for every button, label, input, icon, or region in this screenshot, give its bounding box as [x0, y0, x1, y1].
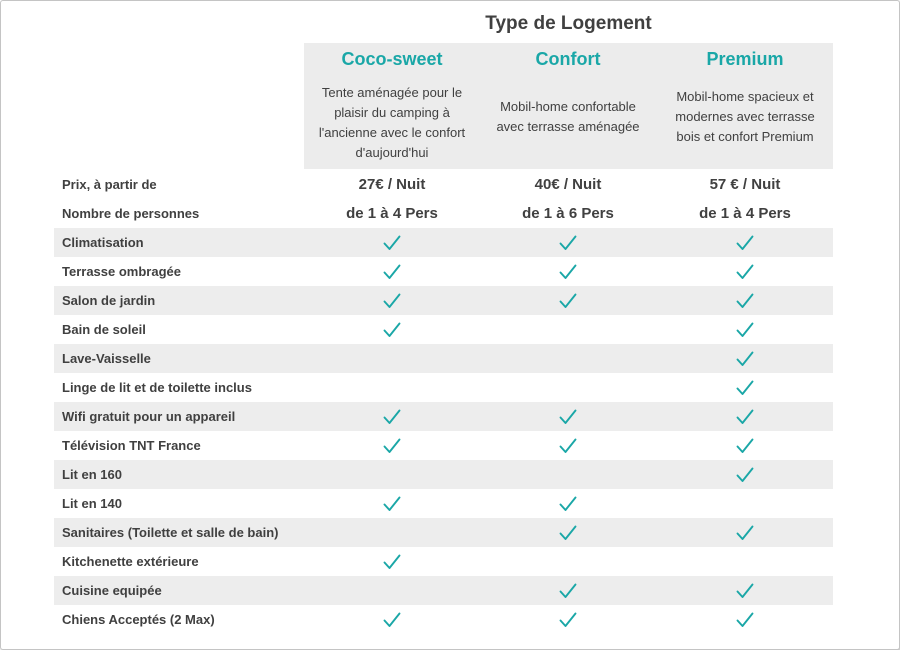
check-icon	[383, 435, 401, 451]
check-cell	[657, 518, 833, 547]
row-label: Wifi gratuit pour un appareil	[62, 409, 236, 424]
check-cell	[480, 547, 656, 576]
check-icon	[736, 290, 754, 306]
check-icon	[383, 406, 401, 422]
check-icon	[383, 609, 401, 625]
plan-name: Confort	[535, 49, 601, 69]
check-cell	[657, 315, 833, 344]
check-cell	[304, 489, 480, 518]
check-icon	[736, 464, 754, 480]
check-icon	[559, 261, 577, 277]
check-cell	[304, 402, 480, 431]
plan-description: Tente aménagée pour le plaisir du camping à l'ancienne avec le confort d'aujourd'hui	[318, 85, 466, 160]
check-cell	[657, 257, 833, 286]
check-icon	[736, 522, 754, 538]
check-cell	[480, 257, 656, 286]
check-cell	[480, 489, 656, 518]
check-cell	[480, 518, 656, 547]
plan-header-coco-sweet	[304, 43, 480, 169]
check-icon	[559, 609, 577, 625]
check-cell	[480, 460, 656, 489]
value-cell	[657, 170, 833, 199]
row-label: Kitchenette extérieure	[62, 554, 199, 569]
check-icon	[559, 522, 577, 538]
value-cell	[480, 170, 656, 199]
check-icon	[736, 406, 754, 422]
table-row	[54, 228, 833, 257]
feature-rows	[54, 170, 833, 634]
table-row	[54, 547, 833, 576]
check-cell	[480, 402, 656, 431]
cell-value: 57 € / Nuit	[709, 176, 781, 193]
check-cell	[657, 344, 833, 373]
row-label: Climatisation	[62, 235, 144, 250]
table-row	[54, 489, 833, 518]
check-cell	[657, 489, 833, 518]
check-icon	[736, 580, 754, 596]
check-cell	[657, 431, 833, 460]
check-cell	[657, 286, 833, 315]
check-cell	[657, 402, 833, 431]
check-cell	[657, 228, 833, 257]
plans-header	[304, 43, 833, 169]
table-row	[54, 373, 833, 402]
table-row	[54, 170, 833, 199]
check-cell	[480, 286, 656, 315]
value-cell	[480, 199, 656, 228]
row-label: Nombre de personnes	[62, 206, 200, 221]
table-row	[54, 460, 833, 489]
table-row	[54, 605, 833, 634]
table-row	[54, 402, 833, 431]
check-icon	[383, 551, 401, 567]
check-icon	[559, 232, 577, 248]
check-icon	[559, 406, 577, 422]
check-cell	[657, 373, 833, 402]
check-icon	[736, 261, 754, 277]
check-cell	[304, 257, 480, 286]
row-label: Télévision TNT France	[62, 438, 201, 453]
cell-value: de 1 à 4 Pers	[346, 205, 438, 222]
row-label: Lave-Vaisselle	[62, 351, 151, 366]
check-icon	[559, 435, 577, 451]
check-icon	[736, 609, 754, 625]
check-cell	[304, 315, 480, 344]
value-cell	[304, 170, 480, 199]
check-cell	[304, 373, 480, 402]
row-label: Chiens Acceptés (2 Max)	[62, 612, 215, 627]
value-cell	[657, 199, 833, 228]
check-cell	[657, 460, 833, 489]
row-label: Linge de lit et de toilette inclus	[62, 380, 252, 395]
check-cell	[480, 315, 656, 344]
check-cell	[304, 228, 480, 257]
check-cell	[480, 431, 656, 460]
cell-value: 27€ / Nuit	[358, 176, 426, 193]
check-cell	[304, 460, 480, 489]
check-icon	[559, 493, 577, 509]
table-row	[54, 286, 833, 315]
check-icon	[383, 232, 401, 248]
check-cell	[304, 286, 480, 315]
check-icon	[736, 348, 754, 364]
check-icon	[736, 232, 754, 248]
check-cell	[657, 605, 833, 634]
plan-header-premium	[657, 43, 833, 169]
table-row	[54, 315, 833, 344]
table-row	[54, 576, 833, 605]
table-row	[54, 344, 833, 373]
check-icon	[383, 493, 401, 509]
row-label: Bain de soleil	[62, 322, 146, 337]
check-cell	[304, 605, 480, 634]
check-icon	[383, 290, 401, 306]
check-cell	[480, 373, 656, 402]
check-cell	[480, 605, 656, 634]
row-label: Prix, à partir de	[62, 177, 157, 192]
row-label: Terrasse ombragée	[62, 264, 181, 279]
table-row	[54, 431, 833, 460]
check-icon	[736, 319, 754, 335]
check-cell	[480, 344, 656, 373]
table-row	[54, 518, 833, 547]
table-row	[54, 199, 833, 228]
check-icon	[559, 290, 577, 306]
cell-value: de 1 à 4 Pers	[699, 205, 791, 222]
plan-header-confort	[480, 43, 656, 169]
value-cell	[304, 199, 480, 228]
check-icon	[736, 377, 754, 393]
plan-name: Coco-sweet	[341, 49, 443, 69]
check-icon	[559, 580, 577, 596]
check-cell	[657, 547, 833, 576]
table-row	[54, 257, 833, 286]
check-cell	[304, 547, 480, 576]
row-label: Sanitaires (Toilette et salle de bain)	[62, 525, 279, 540]
row-label: Salon de jardin	[62, 293, 156, 308]
check-cell	[480, 228, 656, 257]
cell-value: 40€ / Nuit	[534, 176, 602, 193]
check-cell	[304, 518, 480, 547]
cell-value: de 1 à 6 Pers	[522, 205, 614, 222]
plan-description: Mobil-home confortable avec terrasse aménagée	[496, 99, 640, 134]
plan-description: Mobil-home spacieux et modernes avec terrasse bois et confort Premium	[675, 89, 815, 144]
check-cell	[657, 576, 833, 605]
row-label: Lit en 160	[62, 467, 122, 482]
check-cell	[304, 576, 480, 605]
check-cell	[480, 576, 656, 605]
check-cell	[304, 431, 480, 460]
check-icon	[383, 319, 401, 335]
check-icon	[383, 261, 401, 277]
check-icon	[736, 435, 754, 451]
plan-name: Premium	[706, 49, 784, 69]
check-cell	[304, 344, 480, 373]
table-title: Type de Logement	[485, 13, 652, 34]
row-label: Lit en 140	[62, 496, 122, 511]
row-label: Cuisine equipée	[62, 583, 162, 598]
